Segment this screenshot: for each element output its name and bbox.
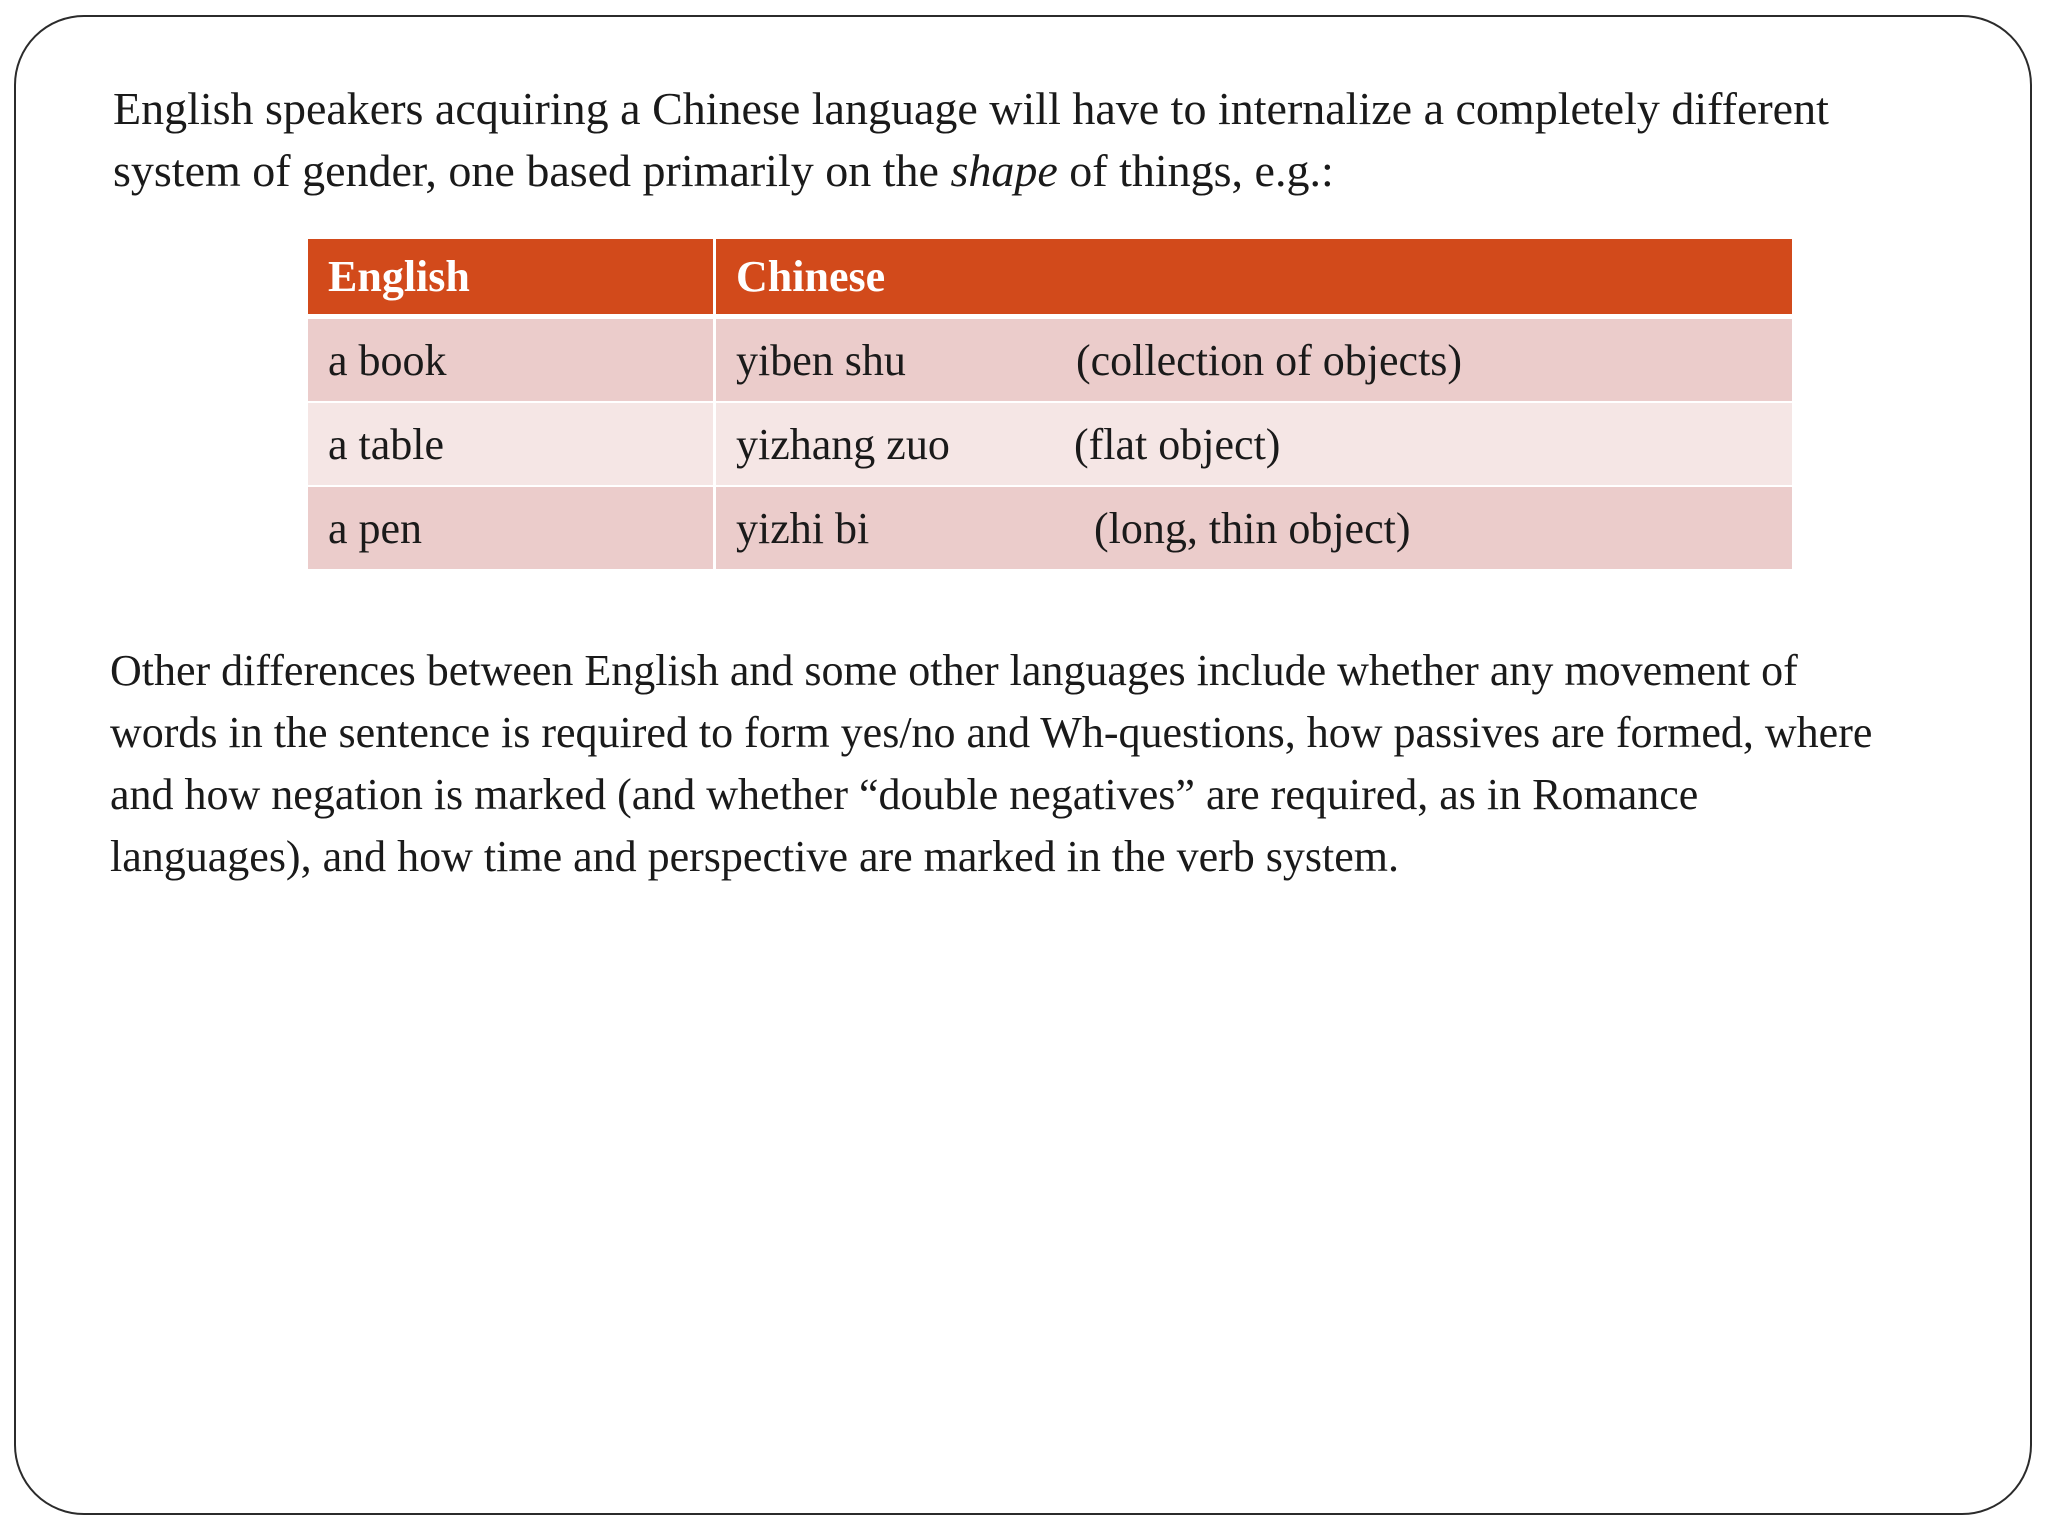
outro-paragraph: Other differences between English and some other languages include whether any movement of words in the sentence is required to form yes/no and Wh-questions, how passives are formed, where and how negation is marked (and whether “double negatives” are required, as in Romance languages), and how time and perspective are marked in the verb system. bbox=[110, 646, 1873, 881]
table-header-row bbox=[308, 239, 1792, 319]
cell-english: a table bbox=[308, 403, 716, 487]
chinese-note: (flat object) bbox=[1074, 419, 1281, 469]
chinese-note: (collection of objects) bbox=[1076, 335, 1463, 385]
table-row bbox=[308, 319, 1792, 403]
chinese-note: (long, thin object) bbox=[1094, 503, 1411, 553]
table-row bbox=[308, 487, 1792, 571]
intro-text-before: English speakers acquiring a Chinese language will have to internalize a completely different system of gender, one based primarily on the bbox=[113, 83, 1829, 196]
header-chinese: Chinese bbox=[716, 239, 1792, 319]
chinese-word: yizhi bi bbox=[736, 503, 870, 553]
intro-text-after: of things, e.g.: bbox=[1057, 145, 1334, 196]
table-row bbox=[308, 403, 1792, 487]
header-english: English bbox=[308, 239, 716, 319]
intro-paragraph bbox=[113, 78, 1893, 202]
chinese-word: yiben shu bbox=[736, 335, 906, 385]
cell-english: a pen bbox=[308, 487, 716, 571]
cell-english: a book bbox=[308, 319, 716, 403]
cell-chinese bbox=[716, 403, 1792, 487]
intro-emphasis: shape bbox=[950, 145, 1058, 196]
cell-chinese bbox=[716, 487, 1792, 571]
classifier-table bbox=[308, 239, 1792, 571]
cell-chinese bbox=[716, 319, 1792, 403]
chinese-word: yizhang zuo bbox=[736, 419, 950, 469]
